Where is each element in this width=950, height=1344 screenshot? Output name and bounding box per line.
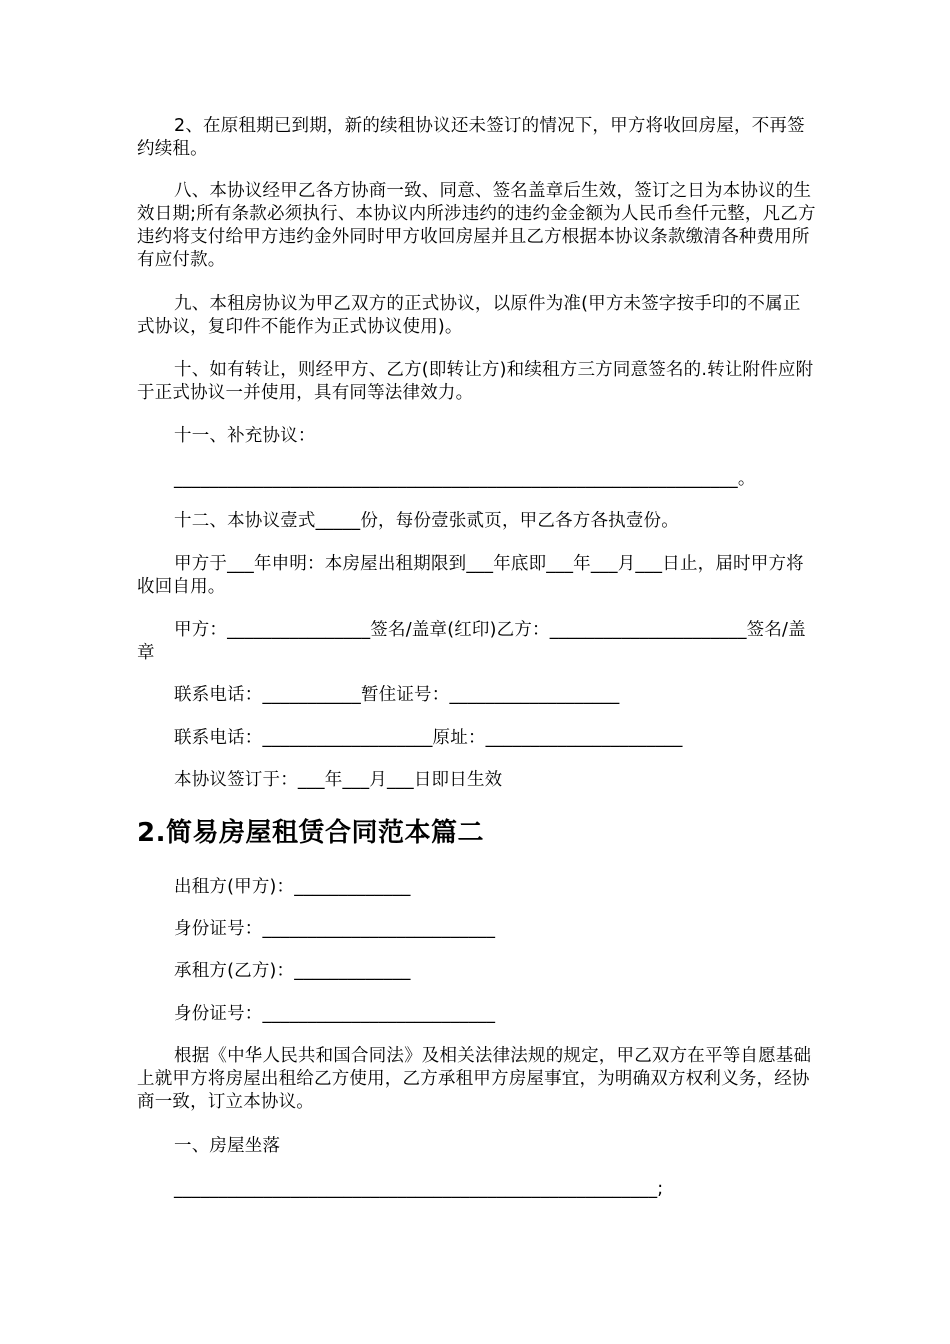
contract-basis-paragraph: 根据《中华人民共和国合同法》及相关法律法规的规定，甲乙双方在平等自愿基础上就甲方将房屋出租给乙方使用，乙方承租甲方房屋事宜，为明确双方权利义务，经协商一致，订立本协议。 bbox=[137, 1046, 812, 1112]
clause-11-supplement: 十一、补充协议： bbox=[174, 426, 316, 446]
lessee-id-field: 身份证号：__________________________ bbox=[174, 1004, 496, 1024]
lessor-id-field: 身份证号：__________________________ bbox=[174, 919, 496, 939]
signed-date-line: 本协议签订于：___年___月___日即日生效 bbox=[174, 770, 503, 790]
clause-8-effective: 八、本协议经甲乙各方协商一致、同意、签名盖章后生效，签订之日为本协议的生效日期;所有条款必须执行、本协议内所涉违约的违约金金额为人民币叁仟元整，凡乙方违约将支付给甲方违约金外同时甲方收回房屋并且乙方根据本协议条款缴清各种费用所有应付款。 bbox=[137, 181, 816, 270]
item-1-blank-line: ______________________________________________________; bbox=[174, 1179, 664, 1199]
contact-line-2: 联系电话：___________________原址：______________________ bbox=[174, 728, 683, 748]
clause-12-copies: 十二、本协议壹式_____份，每份壹张贰页，甲乙各方各执壹份。 bbox=[174, 511, 679, 531]
clause-10-transfer: 十、如有转让，则经甲方、乙方(即转让方)和续租方三方同意签名的.转让附件应附于正式协议一并使用，具有同等法律效力。 bbox=[137, 360, 814, 403]
section-2-heading: 2.简易房屋租赁合同范本篇二 bbox=[137, 818, 484, 848]
lessor-field: 出租方(甲方)：_____________ bbox=[174, 877, 411, 897]
clause-2-renewal: 2、在原租期已到期，新的续租协议还未签订的情况下，甲方将收回房屋，不再签约续租。 bbox=[137, 116, 805, 159]
signature-line: 甲方：________________签名/盖章(红印)乙方：______________________签名/盖章 bbox=[137, 620, 806, 663]
contact-line-1: 联系电话：___________暂住证号：___________________ bbox=[174, 685, 620, 705]
party-a-declaration: 甲方于___年申明：本房屋出租期限到___年底即___年___月___日止，届时甲方将收回自用。 bbox=[137, 554, 804, 597]
clause-11-blank-line: _______________________________________________________________。 bbox=[174, 469, 756, 489]
clause-9-official: 九、本租房协议为甲乙双方的正式协议，以原件为准(甲方未签字按手印的不属正式协议，复印件不能作为正式协议使用)。 bbox=[137, 294, 801, 337]
item-1-title: 一、房屋坐落 bbox=[174, 1136, 281, 1156]
lessee-field: 承租方(乙方)：_____________ bbox=[174, 961, 411, 981]
